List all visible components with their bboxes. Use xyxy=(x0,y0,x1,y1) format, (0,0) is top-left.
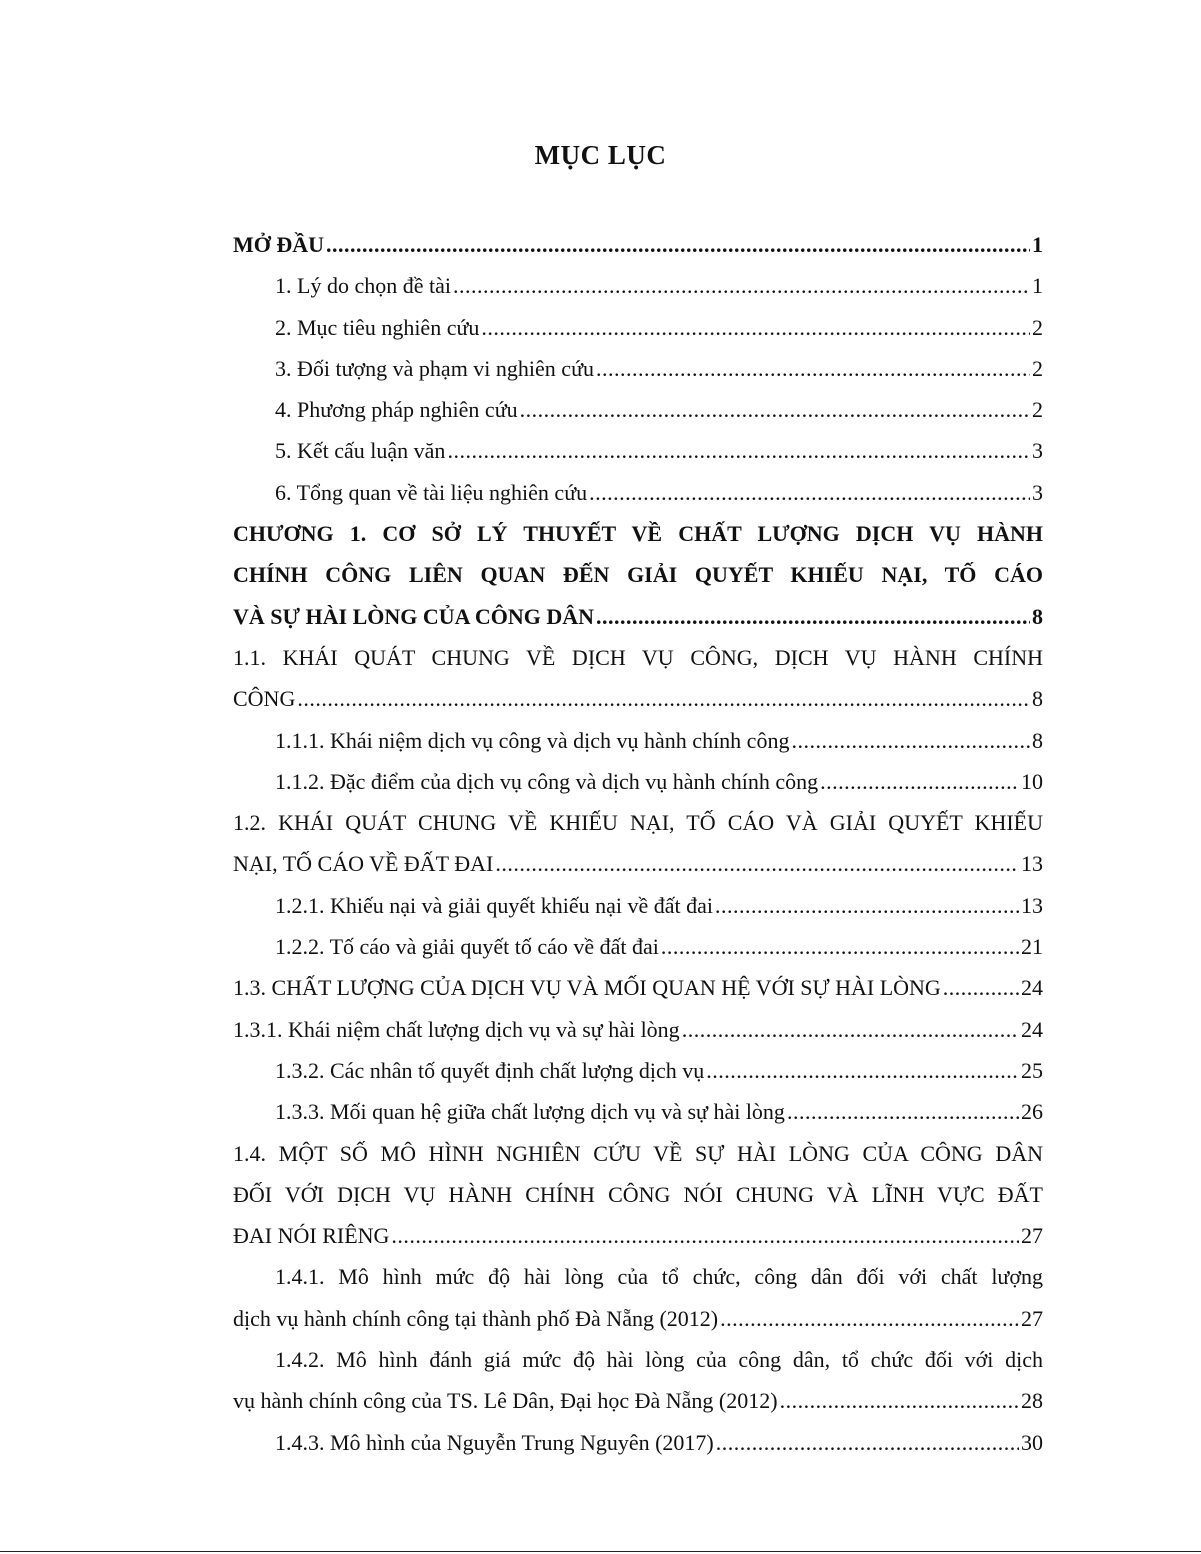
dot-leader xyxy=(715,885,1019,926)
toc-page-number: 1 xyxy=(1032,273,1043,299)
toc-entry[interactable] xyxy=(233,389,1043,430)
dot-leader xyxy=(820,761,1019,802)
toc-entry-text: 1.2.1. Khiếu nại và giải quyết khiếu nại về đất đai xyxy=(275,892,714,918)
dot-leader xyxy=(943,967,1019,1008)
toc-page-number: 3 xyxy=(1032,479,1043,505)
toc-page-number: 27 xyxy=(1021,1305,1043,1331)
toc-page-number: 8 xyxy=(1032,686,1043,712)
toc-entry[interactable] xyxy=(233,1091,1043,1132)
toc-entry[interactable] xyxy=(233,1256,1043,1339)
toc-entry[interactable] xyxy=(233,1050,1043,1091)
toc-entry[interactable] xyxy=(233,265,1043,306)
toc-entry[interactable] xyxy=(233,472,1043,513)
toc-entry-text: 1.1.2. Đặc điểm của dịch vụ công và dịch vụ hành chính công xyxy=(275,768,819,794)
toc-entry-text: 4. Phương pháp nghiên cứu xyxy=(275,397,518,423)
toc-entry-text: 1.3. CHẤT LƯỢNG CỦA DỊCH VỤ VÀ MỐI QUAN HỆ VỚI SỰ HÀI LÒNG xyxy=(233,975,941,1001)
toc-entry-text: 1. Lý do chọn đề tài xyxy=(275,273,451,299)
toc-entry-text: CÔNG xyxy=(233,686,296,712)
page-bottom-rule xyxy=(0,1551,1201,1552)
toc-entry-text: dịch vụ hành chính công tại thành phố Đà Nẵng (2012) xyxy=(233,1305,719,1331)
toc-page-number: 13 xyxy=(1021,851,1043,877)
dot-leader xyxy=(706,1050,1019,1091)
dot-leader xyxy=(589,472,1030,513)
toc-entry[interactable] xyxy=(233,307,1043,348)
toc-entry-text: 1.2.2. Tố cáo và giải quyết tố cáo về đất đai xyxy=(275,934,659,960)
toc-page-number: 3 xyxy=(1032,438,1043,464)
toc-entry-text: VÀ SỰ HÀI LÒNG CỦA CÔNG DÂN xyxy=(233,603,594,629)
toc-entry[interactable] xyxy=(233,1422,1043,1463)
toc-page-number: 30 xyxy=(1021,1429,1043,1455)
toc-page-number: 2 xyxy=(1032,314,1043,340)
toc-entry-text: NẠI, TỐ CÁO VỀ ĐẤT ĐAI xyxy=(233,851,494,877)
toc-entry-text: CHÍNH CÔNG LIÊN QUAN ĐẾN GIẢI QUYẾT KHIẾU NẠI, TỐ CÁO xyxy=(233,562,1043,588)
toc-page-number: 24 xyxy=(1021,1016,1043,1042)
dot-leader xyxy=(520,389,1030,430)
dot-leader xyxy=(780,1380,1019,1421)
toc-entry[interactable] xyxy=(233,1339,1043,1422)
toc-page-number: 10 xyxy=(1021,768,1043,794)
dot-leader xyxy=(297,678,1030,719)
dot-leader xyxy=(453,265,1030,306)
toc-page-number: 8 xyxy=(1032,603,1043,629)
toc-entry-text: 1.1. KHÁI QUÁT CHUNG VỀ DỊCH VỤ CÔNG, DỊCH VỤ HÀNH CHÍNH xyxy=(233,644,1043,670)
toc-entry-text: CHƯƠNG 1. CƠ SỞ LÝ THUYẾT VỀ CHẤT LƯỢNG DỊCH VỤ HÀNH xyxy=(233,521,1043,547)
toc-entry[interactable] xyxy=(233,224,1043,265)
toc-entry-text: 2. Mục tiêu nghiên cứu xyxy=(275,314,480,340)
toc-entry-text: 6. Tổng quan về tài liệu nghiên cứu xyxy=(275,479,588,505)
page-title: MỤC LỤC xyxy=(534,140,667,170)
toc-entry[interactable] xyxy=(233,348,1043,389)
toc-entry-text: MỞ ĐẦU xyxy=(233,232,325,257)
toc-page-number: 26 xyxy=(1021,1099,1043,1125)
toc-entry-text: 1.3.2. Các nhân tố quyết định chất lượng dịch vụ xyxy=(275,1057,705,1083)
toc-page-number: 27 xyxy=(1021,1223,1043,1249)
toc-entry[interactable] xyxy=(233,430,1043,471)
toc-entry-text: ĐỐI VỚI DỊCH VỤ HÀNH CHÍNH CÔNG NÓI CHUNG VÀ LĨNH VỰC ĐẤT xyxy=(233,1181,1043,1207)
dot-leader xyxy=(447,430,1030,471)
dot-leader xyxy=(791,720,1030,761)
toc-entry[interactable] xyxy=(233,926,1043,967)
toc-entry[interactable] xyxy=(233,1133,1043,1257)
toc-entry-text: 5. Kết cấu luận văn xyxy=(275,438,446,464)
toc-page-number: 2 xyxy=(1032,355,1043,381)
toc-entry[interactable] xyxy=(233,637,1043,720)
dot-leader xyxy=(391,1215,1019,1256)
toc-entry-text: vụ hành chính công của TS. Lê Dân, Đại học Đà Nẵng (2012) xyxy=(233,1388,778,1414)
dot-leader xyxy=(661,926,1019,967)
dot-leader xyxy=(495,843,1019,884)
toc-entry-text: 1.3.3. Mối quan hệ giữa chất lượng dịch vụ và sự hài lòng xyxy=(275,1099,785,1125)
toc-page-number: 8 xyxy=(1032,727,1043,753)
dot-leader xyxy=(596,348,1030,389)
toc-entry[interactable] xyxy=(233,1009,1043,1050)
toc-entry[interactable] xyxy=(233,761,1043,802)
toc-page-number: 2 xyxy=(1032,397,1043,423)
toc-entry-text: 1.3.1. Khái niệm chất lượng dịch vụ và sự hài lòng xyxy=(233,1016,680,1042)
toc-entry-text: 3. Đối tượng và phạm vi nghiên cứu xyxy=(275,355,594,381)
table-of-contents xyxy=(233,224,1043,1463)
toc-page-number: 1 xyxy=(1032,232,1043,257)
dot-leader xyxy=(326,224,1030,265)
dot-leader xyxy=(596,596,1030,637)
toc-entry-text: 1.4.1. Mô hình mức độ hài lòng của tổ chức, công dân đối với chất lượng xyxy=(275,1264,1043,1290)
dot-leader xyxy=(481,307,1030,348)
toc-entry[interactable] xyxy=(233,885,1043,926)
toc-entry-text: 1.4.3. Mô hình của Nguyễn Trung Nguyên (2017) xyxy=(275,1429,714,1455)
toc-entry-text: 1.1.1. Khái niệm dịch vụ công và dịch vụ hành chính công xyxy=(275,727,790,753)
toc-page-number: 28 xyxy=(1021,1388,1043,1414)
toc-entry[interactable] xyxy=(233,513,1043,637)
toc-entry-text: 1.4.2. Mô hình đánh giá mức độ hài lòng của công dân, tổ chức đối với dịch xyxy=(275,1347,1043,1373)
dot-leader xyxy=(716,1422,1019,1463)
toc-entry[interactable] xyxy=(233,720,1043,761)
toc-entry-text: 1.2. KHÁI QUÁT CHUNG VỀ KHIẾU NẠI, TỐ CÁO VÀ GIẢI QUYẾT KHIẾU xyxy=(233,810,1043,836)
toc-entry-text: 1.4. MỘT SỐ MÔ HÌNH NGHIÊN CỨU VỀ SỰ HÀI LÒNG CỦA CÔNG DÂN xyxy=(233,1140,1043,1166)
dot-leader xyxy=(787,1091,1019,1132)
toc-entry-text: ĐAI NÓI RIÊNG xyxy=(233,1223,390,1249)
toc-entry[interactable] xyxy=(233,802,1043,885)
toc-page-number: 24 xyxy=(1021,975,1043,1001)
dot-leader xyxy=(720,1298,1019,1339)
toc-page-number: 21 xyxy=(1021,934,1043,960)
toc-page-number: 13 xyxy=(1021,892,1043,918)
toc-entry[interactable] xyxy=(233,967,1043,1008)
toc-page-number: 25 xyxy=(1021,1057,1043,1083)
dot-leader xyxy=(682,1009,1019,1050)
